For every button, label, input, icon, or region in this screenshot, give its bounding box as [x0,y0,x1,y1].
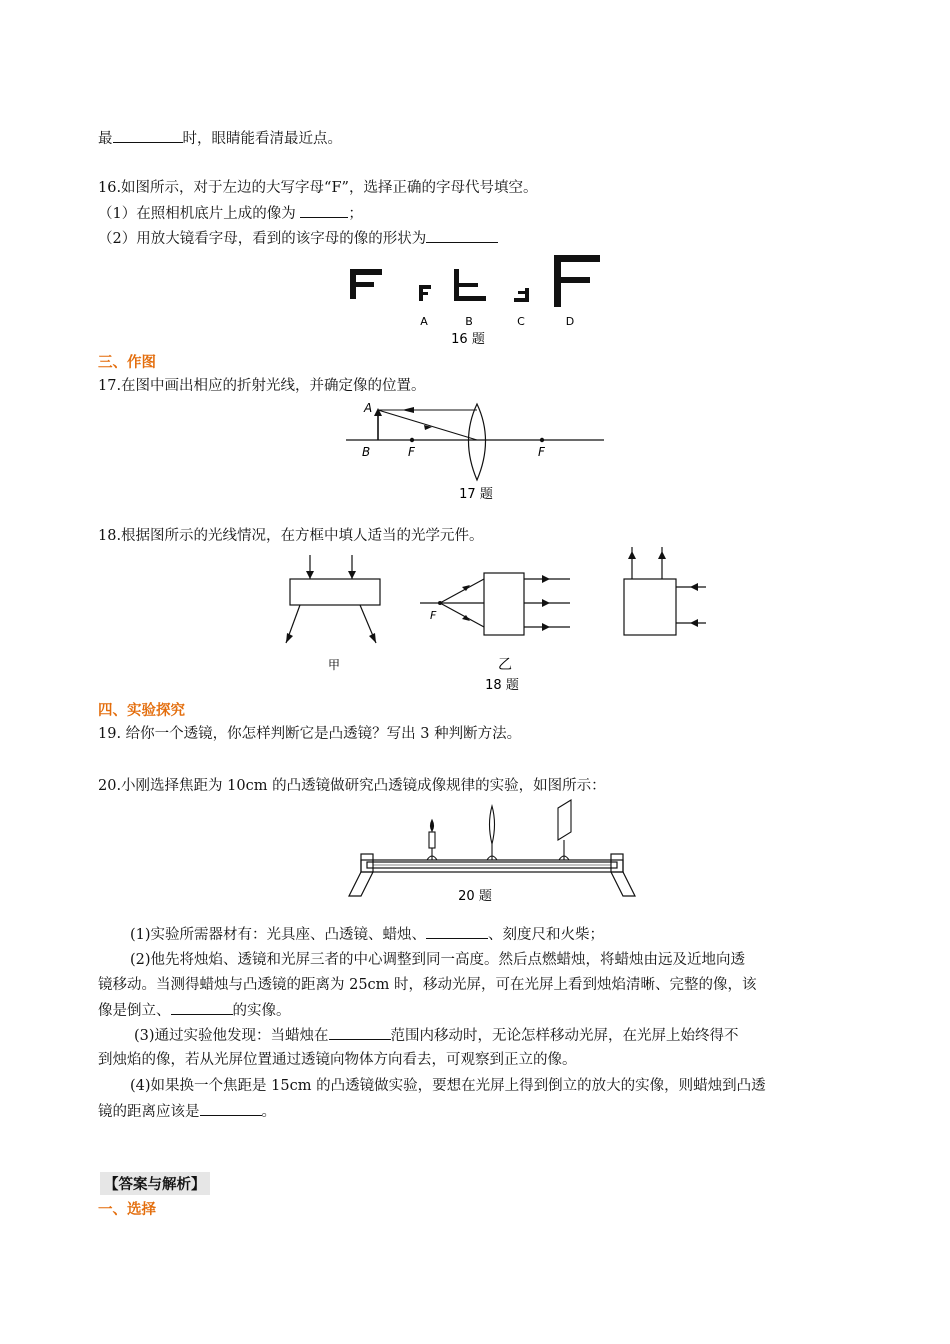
q20-s3-blank [329,1025,391,1040]
option-b-label: B [465,315,473,328]
q18-stem: 18.根据图所示的光线情况，在方框中填人适当的光学元件。 [98,528,484,544]
section-1-heading: 一、选择 [98,1202,156,1218]
q20-s2-text-c1: 像是倒立、 [98,1003,171,1019]
option-a-letter [419,285,431,301]
q16-part1-blank [300,203,348,218]
q20-s4-text-b2: 。 [261,1104,276,1120]
q20-s3-line-a [134,1025,739,1046]
q20-s4-line-a: (4)如果换一个焦距是 15cm 的凸透镜做实验，要想在光屏上得到倒立的放大的实像，则蜡烛到凸透 [130,1078,766,1094]
q15-tail-post: 时，眼睛能看清最近点。 [182,131,342,147]
q20-s4-text-b1: 镜的距离应该是 [98,1104,200,1120]
candle [427,820,437,860]
lens-holder [487,806,497,860]
label-yi: 乙 [498,657,512,673]
option-d-letter [554,255,600,307]
q16-part2-text: （2）用放大镜看字母，看到的该字母的像的形状为 [98,231,427,247]
option-b-letter [454,269,486,301]
q20-s2-line-a: (2)他先将烛焰、透镜和光屏三者的中心调整到同一高度。然后点燃蜡烛，将蜡烛由远及近地向透 [130,952,746,968]
q20-s1-line [130,924,604,945]
option-c-label: C [517,315,525,328]
q16-part1-line [98,203,363,224]
q16-part1-end: ； [348,206,363,222]
q18-figure [280,543,710,695]
label-f-right: F [538,445,545,459]
q20-s2-line-c [98,1000,291,1021]
q20-s4-line-b [98,1101,276,1122]
q20-stem: 20.小刚选择焦距为 10cm 的凸透镜做研究凸透镜成像规律的实验，如图所示： [98,778,606,794]
q20-s2-blank [171,1000,233,1015]
label-a: A [364,401,373,415]
option-d-label: D [565,315,575,328]
answer-heading: 【答案与解析】 [100,1172,210,1195]
q20-s2-line-b: 镜移动。当测得蜡烛与凸透镜的距离为 25cm 时，移动光屏，可在光屏上看到烛焰清晰、完整的像，该 [98,977,757,993]
q15-tail-line [98,128,342,149]
label-f-yi: F [430,609,437,622]
screen [558,800,571,860]
q16-stem: 16.如图所示，对于左边的大写字母“F”，选择正确的字母代号填空。 [98,180,538,196]
q20-s3-text-a1: (3)通过实验他发现：当蜡烛在 [134,1028,329,1044]
q20-s1-text-a: (1)实验所需器材有：光具座、凸透镜、蜡烛、 [130,927,427,943]
option-c-letter [514,288,529,302]
q20-caption: 20 题 [458,889,492,904]
original-f-letter [350,269,382,299]
q20-s1-blank [426,924,488,939]
q16-part2-blank [426,228,498,243]
q18-caption: 18 题 [485,678,519,693]
q15-answer-blank [113,128,183,143]
q20-s2-text-c2: 的实像。 [232,1003,291,1019]
label-b: B [362,445,371,459]
option-a-label: A [420,315,428,328]
q16-figure [340,255,610,347]
section-3-heading: 三、作图 [98,355,156,371]
optical-bench [349,854,635,896]
label-f-left: F [408,445,415,459]
center-ray [378,410,477,440]
q15-tail-pre: 最 [98,131,113,147]
q17-stem: 17.在图中画出相应的折射光线，并确定像的位置。 [98,378,426,394]
diagram-jia [286,555,380,643]
q17-caption: 17 题 [459,487,493,502]
q20-figure [345,796,640,908]
convex-lens [469,404,486,480]
q19-stem: 19. 给你一个透镜，你怎样判断它是凸透镜？写出 3 种判断方法。 [98,726,522,742]
label-jia: 甲 [328,658,341,672]
q16-caption: 16 题 [451,332,485,347]
q17-figure [342,396,607,506]
q20-s1-text-b: 、刻度尺和火柴； [488,927,605,943]
q16-part1-text: （1）在照相机底片上成的像为 [98,206,296,222]
q16-part2-line [98,228,498,249]
q20-s3-line-b: 到烛焰的像，若从光屏位置通过透镜向物体方向看去，可观察到正立的像。 [98,1052,577,1068]
q20-s3-text-a2: 范围内移动时，无论怎样移动光屏，在光屏上始终得不 [390,1028,739,1044]
section-4-heading: 四、实验探究 [98,703,185,719]
q20-s4-blank [200,1101,262,1116]
